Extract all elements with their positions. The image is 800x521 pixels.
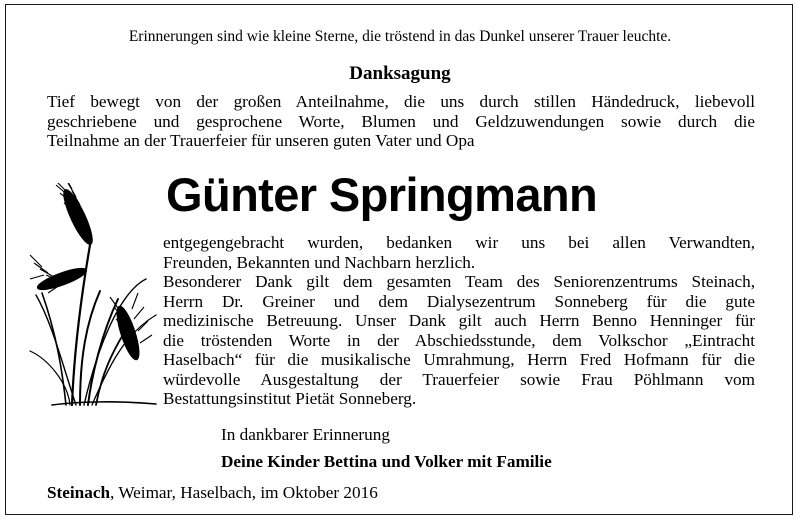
intro-line: Tief bewegt von der großen Anteilnahme, die uns durch stillen Händedruck, liebevoll <box>47 92 755 111</box>
body-line: Herrn Dr. Greiner und dem Dialysezentrum Sonneberg für die gute <box>163 291 755 311</box>
body-line: die tröstenden Worte in der Abschiedsstunde, dem Volkschor „Eintracht <box>163 330 755 350</box>
place-name: Steinach <box>47 483 111 502</box>
body-line: Bestattungsinstitut Pietät Sonneberg. <box>163 389 417 408</box>
place-date-line <box>47 483 378 503</box>
intro-line: geschriebene und gesprochene Worte, Blumen und Geldzuwendungen sowie durch die <box>47 111 755 131</box>
body-line: Freunden, Bekannten und Nachbarn herzlich. <box>163 252 476 272</box>
body-line: medizinische Betreuung. Unser Dank gilt auch Herrn Benno Henninger für <box>163 311 755 330</box>
motto-text: Erinnerungen sind wie kleine Sterne, die tröstend in das Dunkel unserer Trauer leuchte. <box>128 28 672 45</box>
closing-text: In dankbarer Erinnerung <box>221 425 390 444</box>
deceased-name: Günter Springmann <box>166 168 598 221</box>
body-line: Haselbach“ für die musikalische Umrahmung, Herrn Fred Hofmann für die <box>163 350 755 369</box>
body-line: entgegengebracht wurden, bedanken wir uns bei allen Verwandten, <box>163 233 755 252</box>
intro-paragraph <box>47 92 755 151</box>
wheat-ears-icon <box>22 183 162 408</box>
danksagung-heading: Danksagung <box>349 63 451 84</box>
body-line: Besonderer Dank gilt dem gesamten Team des Seniorenzentrums Steinach, <box>163 272 755 291</box>
body-line: würdevolle Ausgestaltung der Trauerfeier sowie Frau Pöhlmann vom <box>163 369 755 389</box>
intro-line: Teilnahme an der Trauerfeier für unseren guten Vater und Opa <box>47 131 475 150</box>
body-paragraph <box>163 233 755 409</box>
family-signature: Deine Kinder Bettina und Volker mit Familie <box>221 452 552 471</box>
place-date: , Weimar, Haselbach, im Oktober 2016 <box>110 483 378 502</box>
